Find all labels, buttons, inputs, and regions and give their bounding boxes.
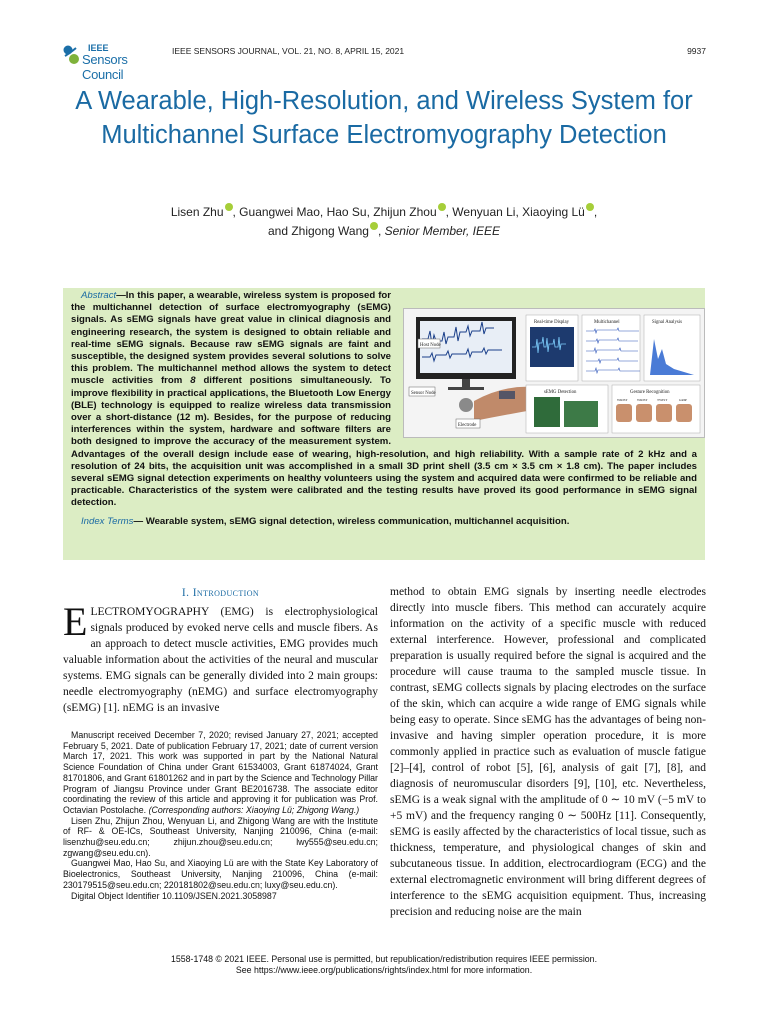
- gesture-label: TWIST: [657, 398, 668, 402]
- corresponding-authors: (Corresponding authors: Xiaoying Lü; Zhigong Wang.): [148, 804, 360, 815]
- paper-title: A Wearable, High-Resolution, and Wireless System for Multichannel Surface Electromyography Detection: [75, 87, 693, 149]
- gesture-recognition-label: Gesture Recognition: [630, 390, 670, 395]
- intro-paragraph: [63, 599, 378, 716]
- orcid-icon[interactable]: [225, 203, 233, 211]
- author-separator: ,: [377, 224, 385, 238]
- footnote-doi: Digital Object Identifier 10.1109/JSEN.2021.3058987: [71, 890, 277, 901]
- author-name: Lisen Zhu: [170, 205, 224, 219]
- footnotes: [63, 730, 378, 901]
- author-names: , Wenyuan Li, Xiaoying Lü: [445, 205, 585, 219]
- gesture-label: WRIST: [637, 398, 648, 402]
- gesture-label: WRIST: [617, 398, 628, 402]
- right-column: [390, 584, 706, 920]
- copyright-line: 1558-1748 © 2021 IEEE. Personal use is permitted, but republication/redistribution requires IEEE permission.: [170, 954, 598, 964]
- abstract-label: Abstract: [81, 290, 117, 301]
- drop-cap: E: [63, 599, 88, 644]
- logo-council-text: Sensors Council: [82, 52, 128, 82]
- page-header: [62, 42, 706, 82]
- footnote-affiliation-1: Lisen Zhu, Zhijun Zhou, Wenyuan Li, and Zhigong Wang are with the Institute of RF- & OE-ICs, Southeast University, Nanjing 210096, China (e-mail: lisenzhu@seu.edu.cn; zhijun.zhou@seu.edu.cn; lwy555@seu.edu.cn; zgwang@seu.edu.cn).: [63, 815, 378, 858]
- section-title: Introduction: [192, 587, 260, 599]
- orcid-icon[interactable]: [370, 222, 378, 230]
- gesture-label: GRIP: [679, 398, 687, 402]
- multichannel-label: Multichannel: [594, 320, 620, 325]
- sensor-node-label: Sensor Node: [411, 391, 436, 396]
- index-terms: [71, 516, 697, 528]
- journal-name: IEEE SENSORS JOURNAL, VOL. 21, NO. 8, APRIL 15, 2021: [172, 46, 405, 56]
- sensors-council-icon: [62, 44, 80, 66]
- semg-detection-label: sEMG Detection: [544, 390, 577, 395]
- section-number: I.: [181, 587, 193, 599]
- footnote-affiliation-2: Guangwei Mao, Hao Su, and Xiaoying Lü are with the State Key Laboratory of Bioelectronics, Southeast University, Nanjing 210096, China (e-mail: 230179515@seu.edu.cn; 220181802@seu.edu.cn; luxy@seu.edu.cn).: [63, 858, 378, 890]
- signal-analysis-label: Signal Analysis: [652, 320, 682, 325]
- author-separator: ,: [593, 205, 598, 219]
- rights-line[interactable]: See https://www.ieee.org/publications/rights/index.html for more information.: [235, 965, 533, 975]
- author-name: and Zhigong Wang: [267, 224, 369, 238]
- intro-paragraph-continued: method to obtain EMG signals by inserting needle electrodes directly into muscle fibers. This method can accurately acquire information on the activity of a specific muscle with reduced external interference. However, professional and complicated preparation is usually required before the signal is acquired and the procedure will cause trauma to the sampled muscle tissue. In contrast, sEMG collects signals by placing electrodes on the surface of the skin, which can acquire a wide range of EMG signals while being easy to operate. Since sEMG has the advantages of being non-invasive and having simpler operation procedure, it is more commonly applied in practice such as evaluation of muscle fatigue [2]–[4], control of robot [5], [6], analysis of gait [7], [8], and diagnosis of neuromuscular disorders [9], [10], etc. Nevertheless, sEMG is a weak signal with the amplitude of 0 ∼ 10 mV (−5 mV to +5 mV) and the frequency ranging 0 ∼ 500Hz [11]. Consequently, sEMG is easily affected by the characteristics of local tissue, such as thickness, temperature, and physiological changes of skin and subcutaneous tissue. In addition, electrocardiogram (ECG) and the external electromagnetic environment will bring different degrees of interference to the sEMG acquisition equipment. Thus, increasing precision and reducing noise are the main: [390, 586, 706, 918]
- ieee-sensors-council-logo: [62, 43, 172, 82]
- author-membership: Senior Member, IEEE: [384, 224, 501, 238]
- author-names: , Guangwei Mao, Hao Su, Zhijun Zhou: [232, 205, 437, 219]
- footnote-manuscript: [63, 730, 378, 816]
- orcid-icon[interactable]: [586, 203, 594, 211]
- intro-text: LECTROMYOGRAPHY (EMG) is electrophysiological signals produced by evoked nerve cells and muscle fibers. As an approach to detect muscle activities, EMG provides much valuable information about the activities of the neural and muscular systems. EMG signals can be generally divided into 2 main groups: needle electromyography (nEMG) and surface electromyography (sEMG) [1]. nEMG is an invasive: [63, 606, 378, 714]
- graphical-abstract-figure: [403, 308, 705, 438]
- index-terms-label: Index Terms: [81, 515, 134, 527]
- realtime-display-label: Real-time Display: [534, 320, 570, 325]
- author-list: [60, 203, 708, 241]
- section-heading: [63, 587, 378, 599]
- abstract-body-cont: different positions simultaneously. To improve flexibility in practical applications, the Bluetooth Low Energy (BLE) technology is equipped to realize wireless data transmission over a short-distance (12 m). Besides, for the purpose of reducing interferences within the system, hardware and software filters are both designed to improve the accuracy of the measurement system. Advantages of the overall design include ease of wearing, high-resolution, and high reliability. With a sample rate of 2 kHz and a resolution of 24 bits, the acquisition unit was accomplished in a small 3D print shell (3.5 cm × 3.5 cm × 1.8 cm). The paper includes several sEMG signal detection experiments on healthy volunteers using the system and acquired data were confirmed to be reliable and practicable. Characteristics of the system were calibrated and the testing results have proved its good performance in sEMG signal detection.: [71, 375, 697, 509]
- orcid-icon[interactable]: [438, 203, 446, 211]
- footnote-text: Manuscript received December 7, 2020; revised January 27, 2021; accepted February 5, 2021. Date of publication February 17, 2021; date of current version March 17, 2021. This work was supported in part by the National Natural Science Foundation of China under Grant 61534003, Grant 61874024, Grant 81701806, and Grant 61801262 and in part by the Science and Technology Pillar Program of Jiangsu Province under Grant BE2016738. The associate editor coordinating the review of this article and approving it for publication was Prof. Octavian Postolache.: [63, 730, 378, 815]
- electrode-label: Electrode: [458, 423, 477, 428]
- logo-ieee-text: IEEE: [88, 43, 109, 53]
- page-number: 9937: [687, 46, 706, 56]
- abstract-italic: 8: [190, 375, 196, 387]
- host-node-label: Host Node: [420, 343, 441, 348]
- copyright-footer: [0, 954, 768, 976]
- abstract-body: —In this paper, a wearable, wireless system is proposed for the multichannel detection of surface electromyography (sEMG) signals. As sEMG signals have great value in clinical diagnosis and engineering research, the system is designed to obtain reliable and real-time sEMG signals. Because raw sEMG signals are faint and susceptible, the designed system provides several solutions to solve this problem. The multichannel method allows the system to detect muscle activities from: [71, 290, 391, 387]
- left-column: [63, 584, 378, 716]
- index-terms-text: — Wearable system, sEMG signal detection, wireless communication, multichannel acquisition.: [133, 515, 570, 527]
